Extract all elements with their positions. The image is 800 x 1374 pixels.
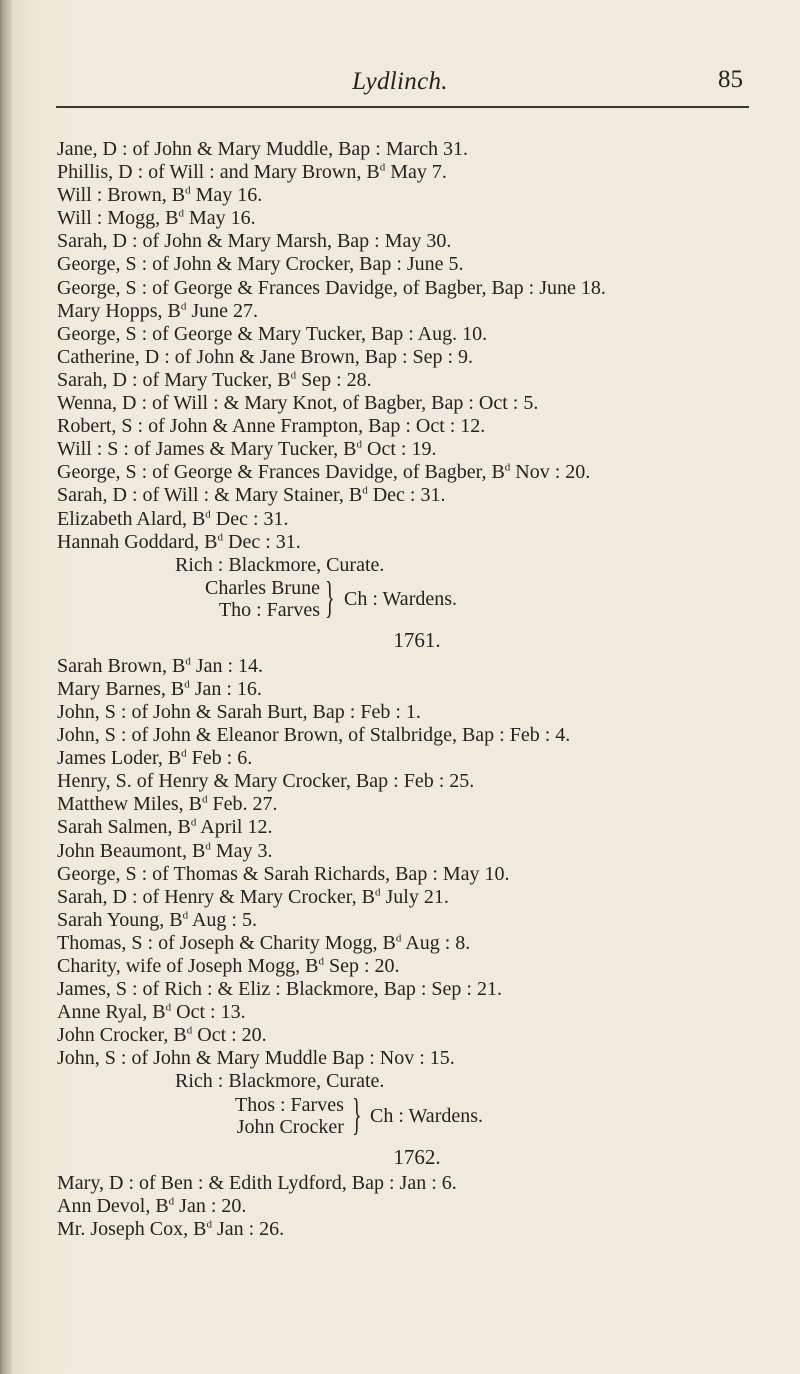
brace-glyph: }: [325, 572, 335, 622]
entry-text: George, S : of Thomas & Sarah Richards, Bap : May 10.: [57, 862, 510, 885]
entry-superscript: d: [290, 369, 297, 382]
entry-text: Sarah, D : of Henry & Mary Crocker, B: [57, 885, 376, 908]
entry-superscript: d: [205, 507, 211, 520]
entry-date: Feb. 27.: [207, 793, 278, 816]
register-entry: [57, 277, 777, 300]
register-entry: [57, 1024, 777, 1047]
entry-text: Will : S : of James & Mary Tucker, B: [57, 438, 357, 461]
entry-date: Jan : 20.: [174, 1194, 247, 1217]
entry-date: June 27.: [186, 299, 259, 322]
entry-superscript: d: [362, 484, 368, 497]
entry-superscript: d: [190, 816, 197, 829]
register-entry: [57, 978, 777, 1001]
entry-superscript: d: [356, 438, 363, 451]
register-entry: [57, 909, 777, 932]
register-entry: [57, 955, 777, 978]
register-entry: [57, 230, 777, 253]
register-entry: [57, 1001, 777, 1024]
entry-date: Feb : 6.: [186, 747, 253, 770]
register-entry: [57, 1172, 777, 1195]
curate-signature: Rich : Blackmore, Curate.: [175, 553, 385, 576]
entry-superscript: d: [318, 955, 324, 968]
register-entry: [57, 793, 777, 816]
entry-superscript: d: [185, 655, 191, 668]
entries-1762: [57, 1172, 777, 1241]
wardens-title: Ch : Wardens.: [370, 1104, 484, 1127]
entry-date: Oct : 20.: [192, 1024, 267, 1047]
wardens-signature: [57, 572, 777, 625]
entry-text: Jane, D : of John & Mary Muddle, Bap : March 31.: [57, 138, 469, 160]
entry-superscript: d: [178, 207, 184, 220]
entry-superscript: d: [182, 909, 189, 922]
wardens-names: [235, 1094, 344, 1138]
entry-text: Sarah, D : of Mary Tucker, B: [57, 368, 291, 391]
register-entry: [57, 840, 777, 863]
entry-text: George, S : of George & Frances Davidge, of Bagber, B: [57, 461, 505, 484]
entry-text: James, S : of Rich : & Eliz : Blackmore, Bap : Sep : 21.: [57, 978, 502, 1001]
entry-date: Jan : 26.: [211, 1217, 285, 1240]
entry-date: Jan : 14.: [190, 654, 264, 677]
entry-superscript: d: [202, 793, 208, 806]
entry-text: Mr. Joseph Cox, B: [57, 1217, 207, 1240]
register-entry: [57, 323, 777, 346]
entry-superscript: d: [395, 932, 402, 945]
entry-superscript: d: [186, 1024, 193, 1037]
entry-text: Sarah, D : of Will : & Mary Stainer, B: [57, 484, 363, 507]
entry-text: George, S : of John & Mary Crocker, Bap : June 5.: [57, 253, 464, 276]
entry-date: Sep : 20.: [323, 955, 400, 977]
entry-text: George, S : of George & Frances Davidge, of Bagber, Bap : June 18.: [57, 276, 606, 299]
entry-text: Mary Barnes, B: [57, 677, 185, 700]
register-entry: [57, 1047, 777, 1070]
entry-date: May 7.: [385, 161, 447, 184]
entry-date: Oct : 13.: [171, 1001, 246, 1024]
warden-name: Thos : Farves: [235, 1093, 344, 1116]
entry-date: Nov : 20.: [510, 461, 591, 484]
register-entry: [57, 678, 777, 701]
register-entry: [57, 461, 777, 484]
register-entry: [57, 346, 777, 369]
brace-glyph: }: [352, 1089, 362, 1139]
year-heading: 1762.: [393, 1144, 441, 1169]
entry-date: Dec : 31.: [223, 530, 301, 553]
entry-text: Catherine, D : of John & Jane Brown, Bap : Sep : 9.: [57, 345, 474, 368]
entry-text: Will : Brown, B: [57, 184, 186, 207]
entry-superscript: d: [185, 184, 191, 197]
entry-text: John, S : of John & Eleanor Brown, of Stalbridge, Bap : Feb : 4.: [57, 724, 571, 747]
register-entry: [57, 369, 777, 392]
entry-text: Sarah Brown, B: [57, 654, 186, 677]
register-entry: [57, 863, 777, 886]
entry-superscript: d: [217, 530, 224, 543]
entry-date: May 3.: [210, 839, 273, 862]
entry-superscript: d: [168, 1195, 175, 1207]
binding-gutter: [0, 0, 12, 1374]
entry-superscript: d: [205, 839, 211, 852]
entry-text: Charity, wife of Joseph Mogg, B: [57, 955, 319, 977]
entry-text: Elizabeth Alard, B: [57, 507, 206, 530]
entry-text: Will : Mogg, B: [57, 207, 179, 230]
warden-name: Tho : Farves: [218, 598, 320, 621]
entry-text: Matthew Miles, B: [57, 793, 202, 816]
entries-1761: [57, 655, 777, 1071]
wardens-names: [205, 577, 320, 621]
entry-text: John, S : of John & Sarah Burt, Bap : Feb : 1.: [57, 700, 421, 723]
entry-text: Henry, S. of Henry & Mary Crocker, Bap : Feb : 25.: [57, 770, 475, 793]
register-entry: [57, 207, 777, 230]
entry-text: Robert, S : of John & Anne Frampton, Bap : Oct : 12.: [57, 415, 486, 438]
header-rule: [56, 106, 749, 108]
register-entry: [57, 701, 777, 724]
register-entry: [57, 655, 777, 678]
entry-text: Ann Devol, B: [57, 1194, 169, 1217]
entry-superscript: d: [184, 678, 190, 691]
entry-text: John, S : of John & Mary Muddle Bap : Nov : 15.: [57, 1047, 455, 1070]
entry-superscript: d: [165, 1001, 172, 1014]
curate-signature: Rich : Blackmore, Curate.: [175, 1070, 385, 1093]
entry-superscript: d: [379, 161, 386, 174]
register-entry: [57, 932, 777, 955]
running-head: Lydlinch.: [352, 68, 448, 95]
entry-superscript: d: [375, 886, 381, 899]
register-entry: [57, 770, 777, 793]
register-entry: [57, 138, 777, 161]
register-entry: [57, 1218, 777, 1241]
register-entries: [57, 138, 777, 1241]
entry-text: Anne Ryal, B: [57, 1001, 166, 1024]
register-entry: [57, 508, 777, 531]
entry-text: James Loder, B: [57, 747, 182, 770]
entry-date: April 12.: [196, 816, 273, 839]
entries-1760: [57, 138, 777, 554]
entry-date: May 16.: [190, 184, 263, 207]
entry-date: May 16.: [183, 207, 256, 230]
entry-date: Aug : 8.: [401, 931, 471, 954]
warden-name: John Crocker: [236, 1115, 344, 1138]
entry-text: Mary, D : of Ben : & Edith Lydford, Bap : Jan : 6.: [57, 1171, 457, 1194]
entry-superscript: d: [181, 747, 187, 760]
entry-text: Thomas, S : of Joseph & Charity Mogg, B: [57, 931, 396, 954]
entry-text: George, S : of George & Mary Tucker, Bap : Aug. 10.: [57, 322, 488, 345]
entry-date: Sep : 28.: [296, 368, 372, 391]
entry-date: July 21.: [380, 885, 449, 908]
entry-text: Sarah, D : of John & Mary Marsh, Bap : May 30.: [57, 230, 452, 253]
register-entry: [57, 724, 777, 747]
entry-superscript: d: [206, 1218, 212, 1231]
entry-date: Dec : 31.: [210, 507, 289, 530]
register-entry: [57, 184, 777, 207]
year-heading: 1761.: [393, 627, 441, 652]
entry-text: Sarah Salmen, B: [57, 816, 191, 839]
register-entry: [57, 438, 777, 461]
register-entry: [57, 161, 777, 184]
register-entry: [57, 531, 777, 554]
entry-date: Jan : 16.: [189, 677, 262, 700]
page-number: 85: [718, 66, 743, 93]
register-entry: [57, 415, 777, 438]
entry-text: John Crocker, B: [57, 1024, 187, 1047]
entry-text: Phillis, D : of Will : and Mary Brown, B: [57, 161, 380, 184]
entry-superscript: d: [180, 300, 187, 312]
wardens-signature: [57, 1089, 777, 1142]
register-entry: [57, 816, 777, 839]
entry-date: Aug : 5.: [188, 908, 257, 931]
entry-date: Oct : 19.: [362, 438, 437, 461]
entry-superscript: d: [504, 461, 511, 474]
register-entry: [57, 392, 777, 415]
entry-text: John Beaumont, B: [57, 839, 206, 862]
entry-text: Mary Hopps, B: [57, 299, 181, 322]
warden-name: Charles Brune: [205, 576, 320, 599]
entry-text: Wenna, D : of Will : & Mary Knot, of Bagber, Bap : Oct : 5.: [57, 392, 539, 415]
register-entry: [57, 484, 777, 507]
wardens-title: Ch : Wardens.: [344, 587, 458, 610]
entry-date: Dec : 31.: [367, 484, 446, 507]
entry-text: Hannah Goddard, B: [57, 530, 218, 553]
register-entry: [57, 300, 777, 323]
register-entry: [57, 747, 777, 770]
entry-text: Sarah Young, B: [57, 908, 183, 931]
register-entry: [57, 1195, 777, 1218]
register-entry: [57, 253, 777, 276]
register-entry: [57, 886, 777, 909]
